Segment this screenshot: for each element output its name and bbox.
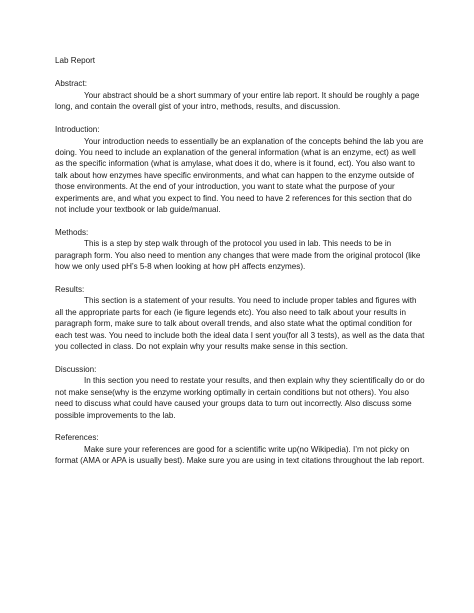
section-heading-methods: Methods: bbox=[55, 227, 89, 237]
section-discussion bbox=[55, 364, 425, 421]
section-body-methods: This is a step by step walk through of the protocol you used in lab. This needs to be in paragraph form. You also need to mention any changes that were made from the original protocol (like how we only used pH’s 5-8 when looking at how pH affects enzymes). bbox=[55, 239, 421, 272]
section-body-introduction: Your introduction needs to essentially be an explanation of the concepts behind the lab you are doing. You need to include an explanation of the general information (what is an enzyme, ect) as well as the specific information (what is amylase, what does it do, where is it found, ect). You also want to talk about how enzymes have specific environments, and what can happen to the enzyme outside of those environments. At the end of your introduction, you want to state what the purpose of your experiments are, and what you expect to find. You need to have 2 references for this section that do not include your textbook or lab guide/manual. bbox=[55, 136, 424, 214]
section-introduction bbox=[55, 124, 425, 215]
section-methods bbox=[55, 227, 425, 273]
section-heading-results: Results: bbox=[55, 285, 85, 294]
section-body-discussion: In this section you need to restate your results, and then explain why they scientifically do or do not make sense(why is the enzyme working optimally in certain conditions but not others). You also need to discuss what could have caused your groups data to turn out incorrectly. Also discuss some possible improvements to the lab. bbox=[55, 376, 425, 420]
section-heading-introduction: Introduction: bbox=[55, 125, 100, 135]
section-body-results: This section is a statement of your results. You need to include proper tables and figures with all the appropriate parts for each (ie figure legends etc). You also need to talk about your results in paragraph form, make sure to talk about overall trends, and also state what the optimal condition for each test was. You need to include both the ideal data I sent you(for all 3 tests), as well as the data that you collected in class. Do not explain why your results make sense in this section. bbox=[55, 296, 425, 352]
document-title: Lab Report bbox=[55, 56, 96, 65]
section-heading-references: References: bbox=[55, 433, 99, 443]
section-results bbox=[55, 284, 425, 352]
section-heading-abstract: Abstract: bbox=[55, 79, 87, 89]
section-heading-discussion: Discussion: bbox=[55, 364, 97, 374]
section-body-abstract: Your abstract should be a short summary of your entire lab report. It should be roughly a page long, and contain the overall gist of your intro, methods, results, and discussion. bbox=[55, 90, 420, 112]
document-content bbox=[55, 55, 425, 478]
section-body-references: Make sure your references are good for a scientific write up(no Wikipedia). I’m not picky on format (AMA or APA is usually best). Make sure you are using in text citations throughout the lab report. bbox=[55, 444, 425, 466]
section-abstract bbox=[55, 78, 425, 112]
section-references bbox=[55, 432, 425, 466]
